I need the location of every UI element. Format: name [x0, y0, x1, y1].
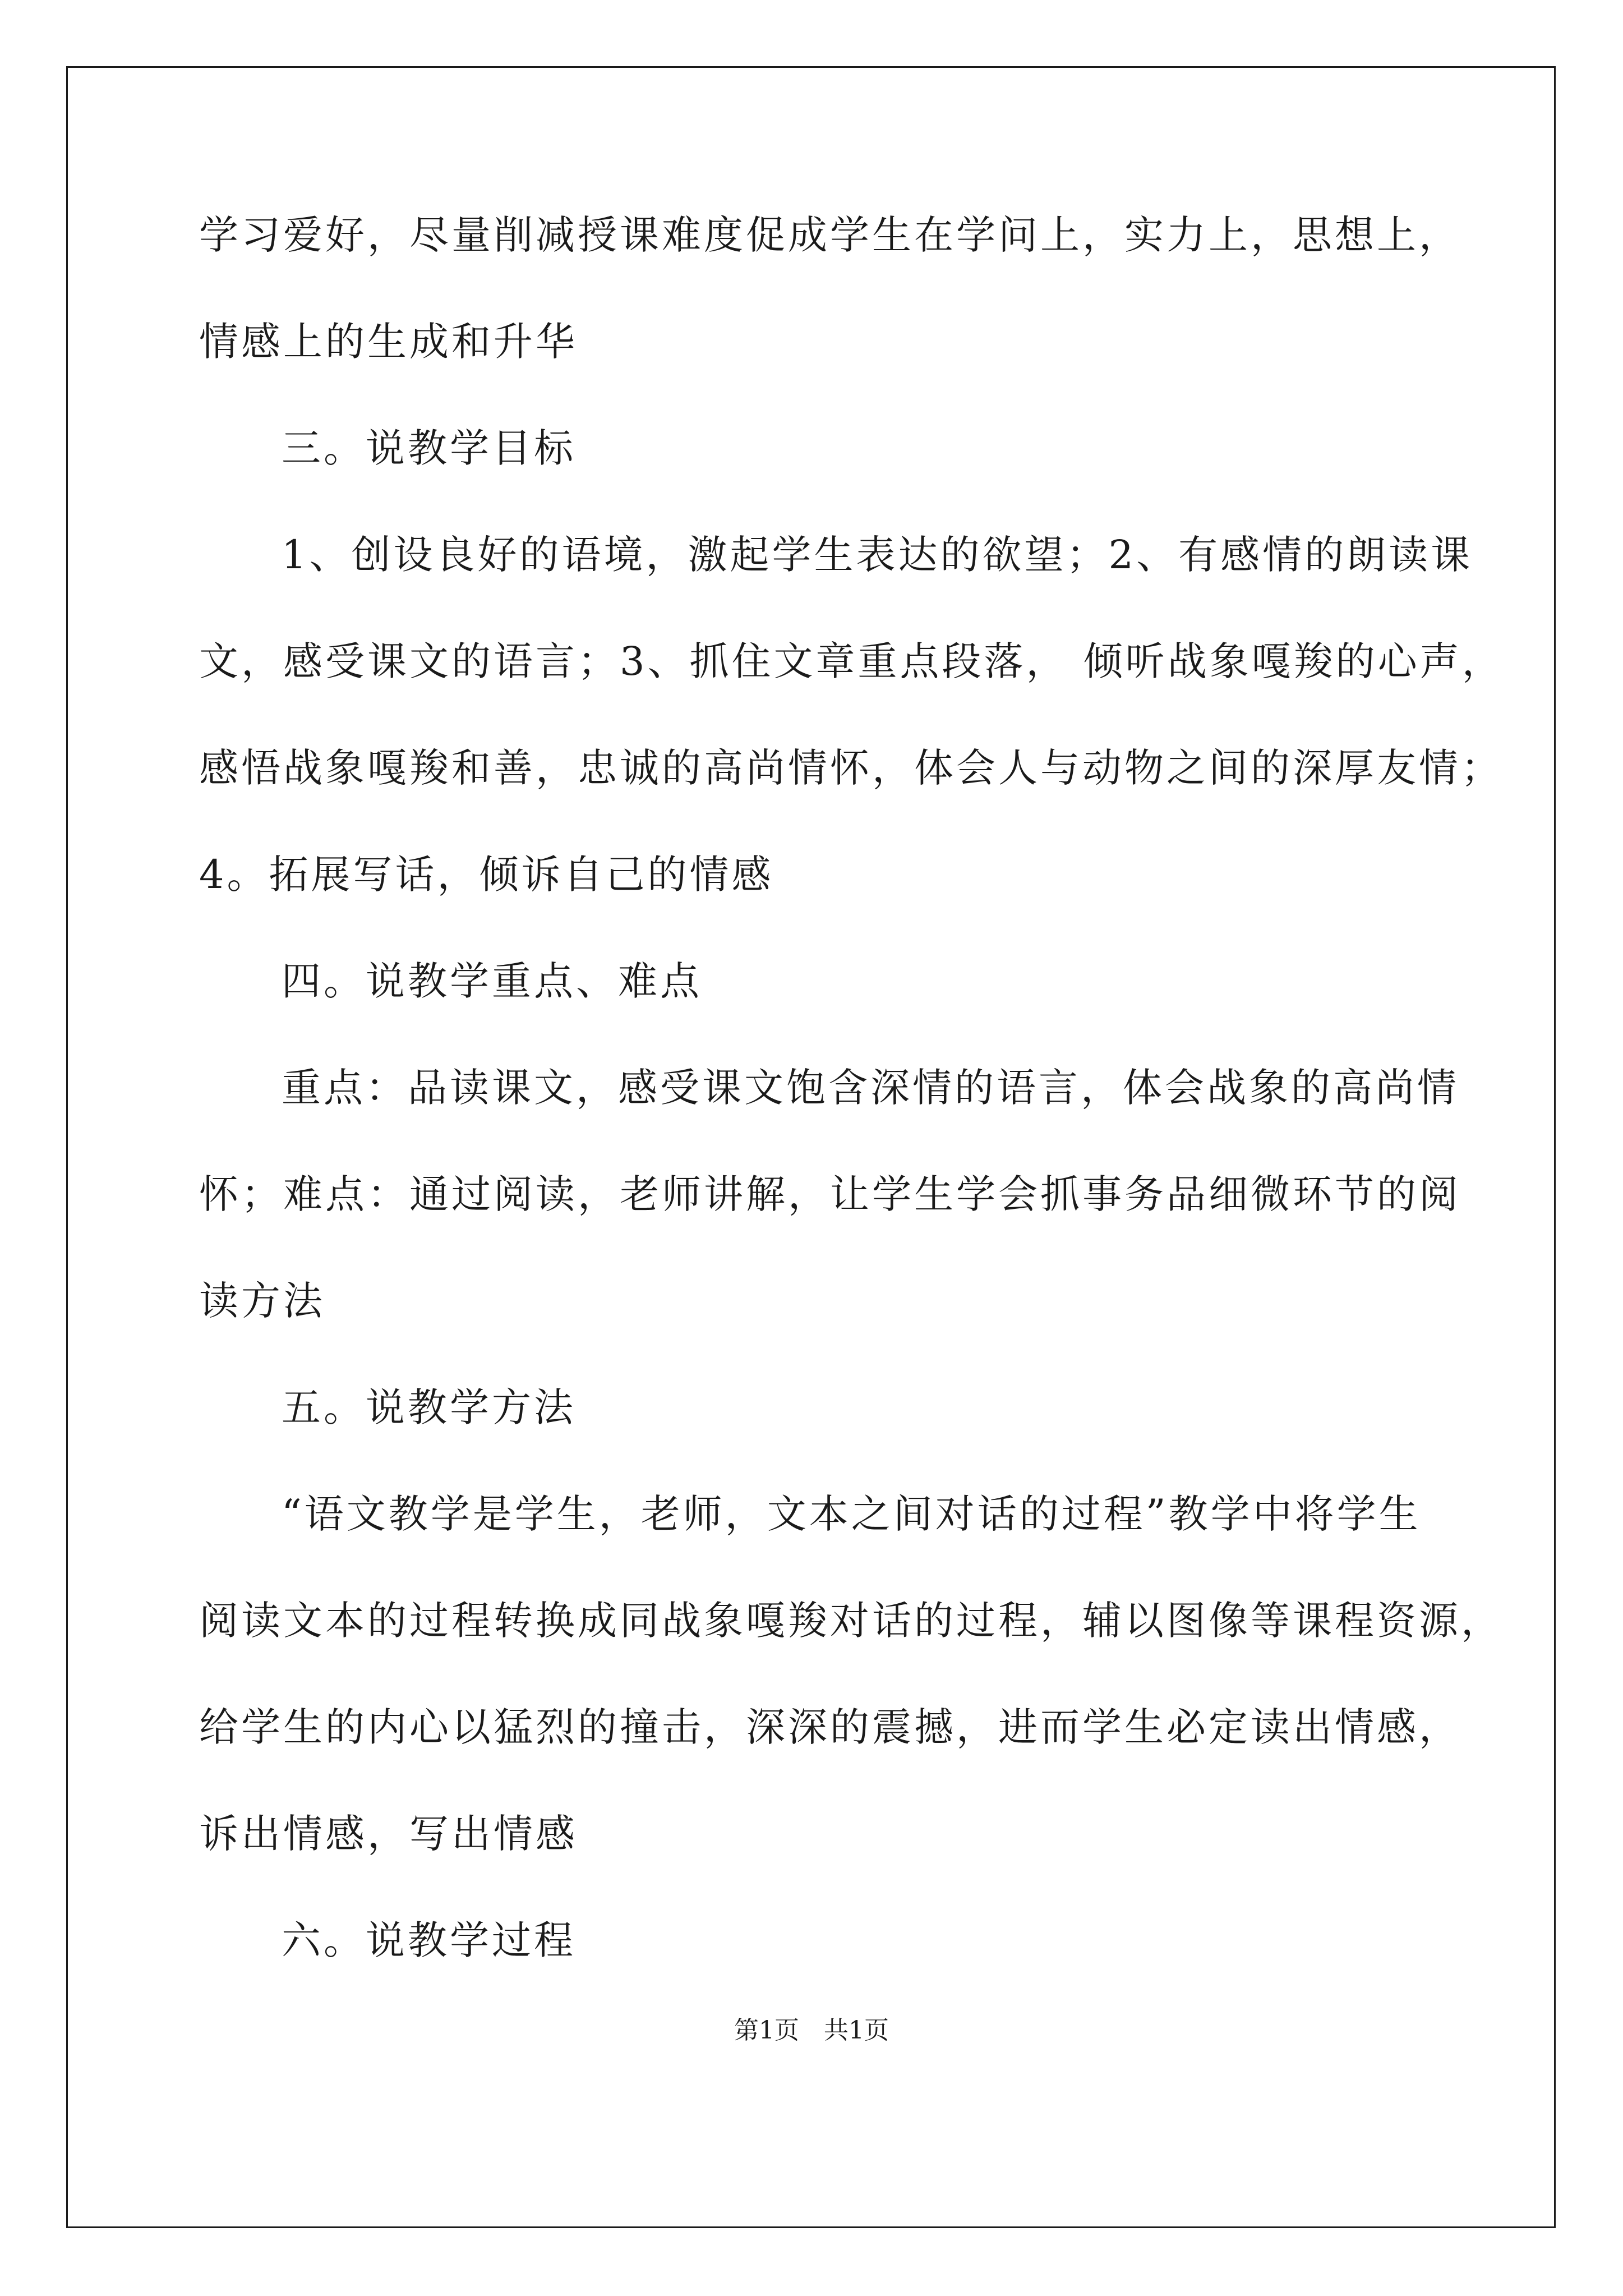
paragraph-line: 重点：品读课文，感受课文饱含深情的语言，体会战象的高尚情 [282, 1065, 1459, 1111]
paragraph-line: 读方法 [199, 1278, 325, 1324]
document-body [199, 209, 1504, 2021]
paragraph-line: 阅读文本的过程转换成同战象嘎羧对话的过程，辅以图像等课程资源， [199, 1598, 1503, 1644]
section-heading: 三。说教学目标 [282, 425, 576, 471]
paragraph-line: 4。拓展写话，倾诉自己的情感 [199, 852, 774, 898]
section-heading: 五。说教学方法 [282, 1384, 576, 1430]
paragraph-line: “语文教学是学生，老师，文本之间对话的过程”教学中将学生 [282, 1491, 1421, 1537]
page-footer: 第1页 共1页 [734, 2016, 889, 2045]
paragraph-line: 诉出情感，写出情感 [199, 1811, 578, 1857]
section-heading: 四。说教学重点、难点 [282, 958, 702, 1004]
paragraph-line: 给学生的内心以猛烈的撞击，深深的震撼，进而学生必定读出情感， [199, 1704, 1461, 1750]
paragraph-line: 情感上的生成和升华 [199, 319, 578, 365]
paragraph-line: 学习爱好，尽量削减授课难度促成学生在学问上，实力上，思想上， [199, 212, 1461, 258]
section-heading: 六。说教学过程 [282, 1917, 576, 1963]
paragraph-line: 1、创设良好的语境，激起学生表达的欲望；2、有感情的朗读课 [282, 532, 1473, 578]
paragraph-line: 文，感受课文的语言；3、抓住文章重点段落， 倾听战象嘎羧的心声， [199, 638, 1504, 684]
paragraph-line: 怀；难点：通过阅读，老师讲解，让学生学会抓事务品细微环节的阅 [199, 1171, 1461, 1217]
paragraph-line: 感悟战象嘎羧和善，忠诚的高尚情怀，体会人与动物之间的深厚友情； [199, 745, 1503, 791]
